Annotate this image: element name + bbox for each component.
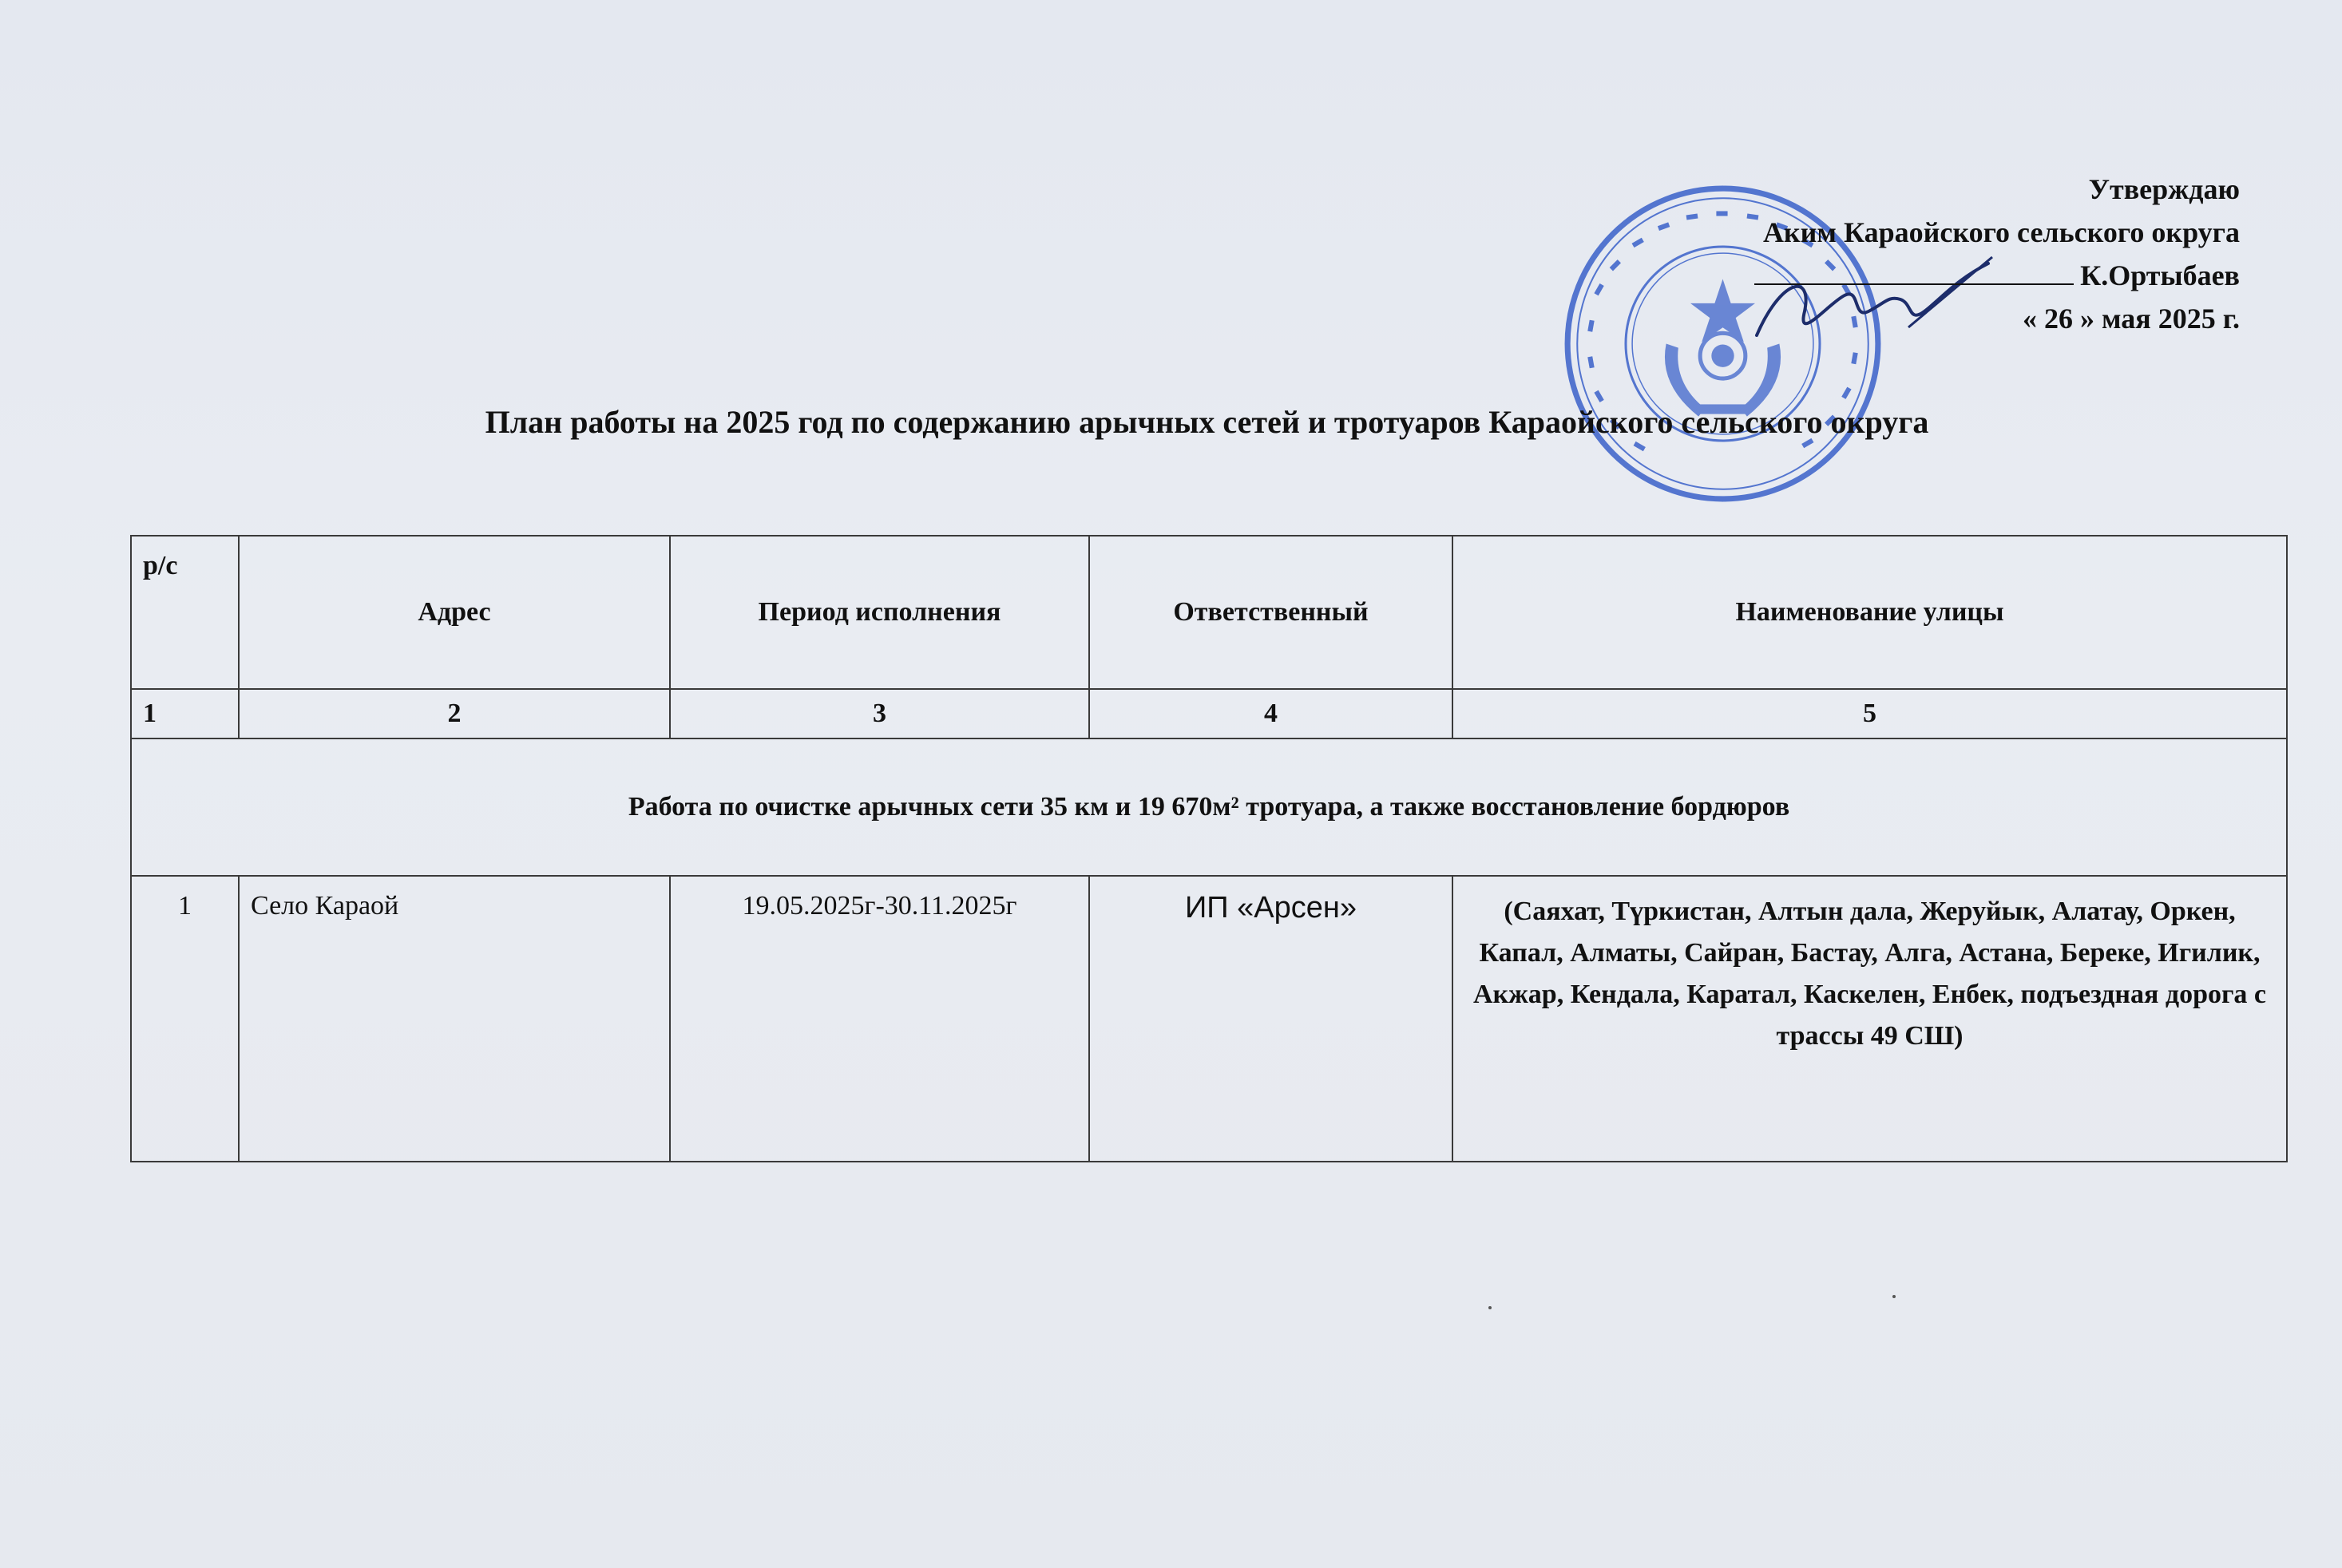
row-responsible: ИП «Арсен» <box>1089 876 1452 1162</box>
row-address: Село Караой <box>239 876 670 1162</box>
approval-position: Аким Караойского сельского округа <box>1762 216 2240 248</box>
header-number: р/с <box>131 536 239 689</box>
header-row <box>131 536 2287 689</box>
approval-date: « 26 » мая 2025 г. <box>2022 303 2240 335</box>
row-period: 19.05.2025г-30.11.2025г <box>670 876 1089 1162</box>
section-title: Работа по очистке арычных сети 35 км и 19 670м² тротуара, а также восстановление бордюров <box>131 738 2287 876</box>
work-plan-table <box>130 535 2288 1162</box>
paper-speck <box>1488 1306 1492 1309</box>
signature-underline <box>1754 259 2074 285</box>
header-street-names: Наименование улицы <box>1452 536 2287 689</box>
approval-block <box>1754 168 2240 340</box>
column-number: 2 <box>239 689 670 738</box>
row-number: 1 <box>131 876 239 1162</box>
column-number-row <box>131 689 2287 738</box>
document-title: План работы на 2025 год по содержанию арычных сетей и тротуаров Караойского сельского округа <box>485 404 1929 440</box>
header-period: Период исполнения <box>670 536 1089 689</box>
column-number: 1 <box>131 689 239 738</box>
row-street-names: (Саяхат, Түркистан, Алтын дала, Жеруйык, Алатау, Оркен, Капал, Алматы, Сайран, Бастау, Алга, Астана, Береке, Игилик, Акжар, Кендала, Каратал, Каскелен, Енбек, подъездная дорога с трассы 49 СШ) <box>1452 876 2287 1162</box>
column-number: 3 <box>670 689 1089 738</box>
paper-speck <box>1892 1295 1896 1298</box>
approval-signature-line <box>1754 254 2240 297</box>
section-row <box>131 738 2287 876</box>
column-number: 5 <box>1452 689 2287 738</box>
approval-heading: Утверждаю <box>2088 173 2240 205</box>
header-address: Адрес <box>239 536 670 689</box>
table-row <box>131 876 2287 1162</box>
header-responsible: Ответственный <box>1089 536 1452 689</box>
approval-signatory: К.Ортыбаев <box>2080 259 2240 291</box>
column-number: 4 <box>1089 689 1452 738</box>
